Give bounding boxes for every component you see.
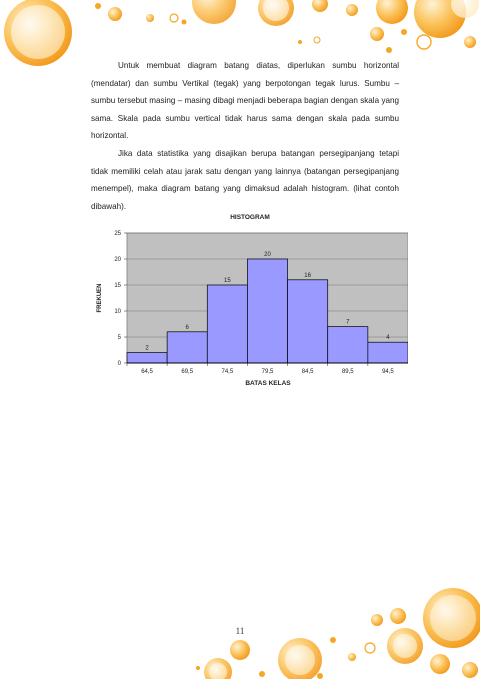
deco-circle xyxy=(314,37,320,43)
deco-circle xyxy=(401,29,407,35)
y-axis-label: FREKUEN xyxy=(97,283,103,313)
page-number: 11 xyxy=(235,626,245,636)
histogram-bar xyxy=(207,285,247,363)
deco-circle xyxy=(204,658,232,679)
deco-circle xyxy=(393,634,417,658)
deco-circle xyxy=(192,0,236,24)
deco-circle xyxy=(209,663,227,679)
paragraph-2: Jika data statistika yang disajikan berupa batangan persegipanjang tetapi tidak memiliki celah atau jarak satu dengan yang lainnya (batangan persegipanjang menempel), maka diagram batang yang dimaksud adalah histogram. (lihat contoh dibawah). xyxy=(91,149,399,211)
histogram-bar xyxy=(247,259,287,363)
deco-circle xyxy=(196,666,200,670)
deco-circle xyxy=(312,0,328,12)
data-label: 6 xyxy=(185,324,189,331)
x-tick-label: 89,5 xyxy=(341,369,354,375)
deco-circle xyxy=(170,14,178,22)
histogram-chart xyxy=(88,208,408,390)
x-tick-label: 74,5 xyxy=(221,369,234,375)
x-tick-label: 84,5 xyxy=(301,369,314,375)
deco-circle xyxy=(423,588,480,648)
deco-circle xyxy=(430,654,450,674)
deco-circle xyxy=(298,40,302,44)
deco-circle xyxy=(370,27,384,41)
deco-circle xyxy=(376,0,408,24)
data-label: 7 xyxy=(346,319,350,326)
histogram-bar xyxy=(368,342,408,363)
data-label: 20 xyxy=(264,252,271,258)
plot-area xyxy=(114,231,408,375)
deco-circle xyxy=(182,20,187,25)
deco-circle xyxy=(317,673,323,679)
deco-circle xyxy=(414,0,466,38)
deco-circle xyxy=(230,640,250,660)
y-tick-label: 25 xyxy=(114,231,121,237)
x-axis-label: BATAS KELAS xyxy=(245,380,291,387)
deco-circle xyxy=(330,637,336,643)
data-label: 4 xyxy=(386,335,390,342)
deco-circle xyxy=(371,614,383,626)
deco-circle xyxy=(390,608,406,624)
deco-circle xyxy=(464,36,476,48)
x-tick-label: 94,5 xyxy=(382,369,394,375)
x-tick-label: 64,5 xyxy=(141,369,153,375)
deco-circle xyxy=(263,0,289,21)
deco-circle xyxy=(365,643,375,653)
deco-circle xyxy=(417,35,431,49)
data-label: 15 xyxy=(224,278,231,284)
deco-circle xyxy=(146,14,154,22)
chart-title: HISTOGRAM xyxy=(230,214,270,221)
y-tick-label: 20 xyxy=(114,257,121,263)
deco-circle xyxy=(278,638,322,679)
deco-circle xyxy=(348,653,356,661)
histogram-bar xyxy=(288,280,328,363)
histogram-bar xyxy=(167,332,207,363)
data-label: 16 xyxy=(304,272,311,279)
deco-circle xyxy=(95,3,101,9)
histogram-bar xyxy=(127,353,167,363)
y-tick-label: 10 xyxy=(114,309,121,315)
deco-circle xyxy=(108,7,122,21)
y-tick-label: 5 xyxy=(117,335,121,341)
deco-circle xyxy=(259,671,265,677)
deco-circle xyxy=(285,645,315,675)
histogram-bar xyxy=(328,327,368,363)
deco-circle xyxy=(462,662,478,678)
y-tick-label: 15 xyxy=(114,283,121,289)
paragraph-1: Untuk membuat diagram batang diatas, diperlukan sumbu horizontal (mendatar) dan sumbu Vertikal (tegak) yang berpotongan tegak lurus. Sumbu – sumbu tersebut masing – masing dibagi menjadi beberapa bagian dengan skala yang sama. Skala pada sumbu vertical tidak harus sama dengan skala pada sumbu horizontal. xyxy=(91,61,399,141)
deco-circle xyxy=(258,0,294,26)
deco-circle xyxy=(346,4,358,16)
deco-circle xyxy=(386,47,392,53)
y-tick-label: 0 xyxy=(117,361,121,367)
x-tick-label: 69,5 xyxy=(181,369,194,375)
deco-circle xyxy=(451,0,479,18)
deco-circle xyxy=(4,0,72,66)
data-label: 2 xyxy=(145,345,149,352)
deco-circle xyxy=(11,5,65,59)
x-tick-label: 79,5 xyxy=(261,369,274,375)
